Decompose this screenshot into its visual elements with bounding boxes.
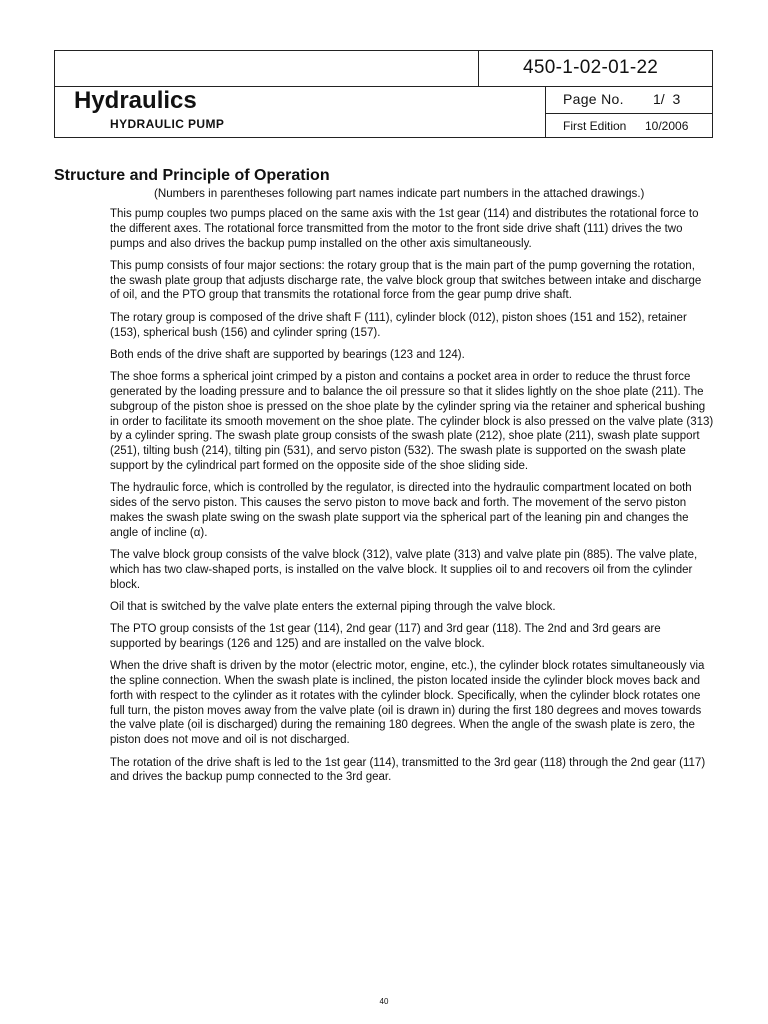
paragraph: Oil that is switched by the valve plate enters the external piping through the valve block.: [110, 600, 556, 613]
intro-note: (Numbers in parentheses following part names indicate part numbers in the attached drawings.): [154, 187, 645, 200]
section-title: Structure and Principle of Operation: [54, 167, 330, 184]
edition-date: 10/2006: [645, 119, 689, 133]
header-divider-vertical-top: [478, 51, 479, 86]
paragraph: The hydraulic force, which is controlled by the regulator, is directed into the hydraulic compartment located on both sides of the servo piston. This causes the servo piston to move back and forth. The movement of the servo piston makes the swash plate swing on the swash plate support via the spherical part of the leaning pin and changes the angle of incline (α).: [110, 482, 692, 539]
paragraph: This pump consists of four major sections: the rotary group that is the main part of the pump governing the rotation, the swash plate group that adjusts discharge rate, the valve block group that switches between intake and discharge of oil, and the PTO group that transmits the rotational force from the gear pump drive shaft.: [110, 259, 702, 302]
page-number-value: 1/ 3: [653, 91, 681, 107]
body-text: [110, 207, 714, 793]
header-divider-vertical-bottom: [545, 86, 546, 138]
paragraph: The PTO group consists of the 1st gear (114), 2nd gear (117) and 3rd gear (118). The 2nd and 3rd gears are supported by bearings (126 and 125) and are installed on the valve block.: [110, 623, 661, 650]
header-title: Hydraulics: [74, 87, 197, 114]
paragraph: Both ends of the drive shaft are supported by bearings (123 and 124).: [110, 348, 465, 361]
header-divider-page-edition: [545, 113, 713, 114]
document-number: 450-1-02-01-22: [523, 57, 659, 78]
header-subtitle: HYDRAULIC PUMP: [110, 117, 225, 131]
paragraph: The valve block group consists of the valve block (312), valve plate (313) and valve plate pin (885). The valve plate, which has two claw-shaped ports, is installed on the valve block. It supplies oil to and recovers oil from the cylinder block.: [110, 548, 698, 591]
paragraph: This pump couples two pumps placed on the same axis with the 1st gear (114) and distributes the rotational force to the different axes. The rotational force transmitted from the motor to the front side drive shaft (111) drives the two pumps and also drives the backup pump installed on the other axis simultaneously.: [110, 208, 699, 250]
edition-label: First Edition: [563, 119, 627, 133]
paragraph: The shoe forms a spherical joint crimped by a piston and contains a pocket area in order to reduce the thrust force generated by the loading pressure and to balance the oil pressure so that it slides lightly on the shoe plate (211). The subgroup of the piston shoe is pressed on the shoe plate by the cylinder spring via the retainer and spherical bushing in order to facilitate its smooth movement on the shoe plate. The cylinder block is also pressed on the valve plate (313) by a cylinder spring. The swash plate group consists of the swash plate (212), shoe plate (211), swash plate support (251), tilting bush (214), tilting pin (531), and servo piston (532). The swash plate is supported on the swash plate support by the cylindrical part formed on the opposite side of the shoe sliding side.: [110, 371, 714, 472]
paragraph: The rotation of the drive shaft is led to the 1st gear (114), transmitted to the 3rd gear (118) through the 2nd gear (117) and drives the backup pump connected to the 3rd gear.: [110, 756, 706, 784]
document-header: [54, 50, 713, 138]
page-number-footer: 40: [379, 997, 389, 1006]
page-number-label: Page No.: [563, 91, 624, 107]
paragraph: When the drive shaft is driven by the motor (electric motor, engine, etc.), the cylinder block rotates simultaneously via the spline connection. When the swash plate is inclined, the piston located inside the cylinder block moves back and forth with respect to the cylinder as it rotates with the cylinder block. Specifically, when the cylinder block rotates one full turn, the piston moves away from the valve plate (oil is drawn in) during the first 180 degrees and moves towards the valve plate (oil is discharged) during the remaining 180 degrees. When the angle of the swash plate is zero, the piston does not move and oil is not discharged.: [110, 660, 705, 747]
paragraph: The rotary group is composed of the drive shaft F (111), cylinder block (012), piston shoes (151 and 152), retainer (153), spherical bush (156) and cylinder spring (157).: [110, 311, 687, 339]
